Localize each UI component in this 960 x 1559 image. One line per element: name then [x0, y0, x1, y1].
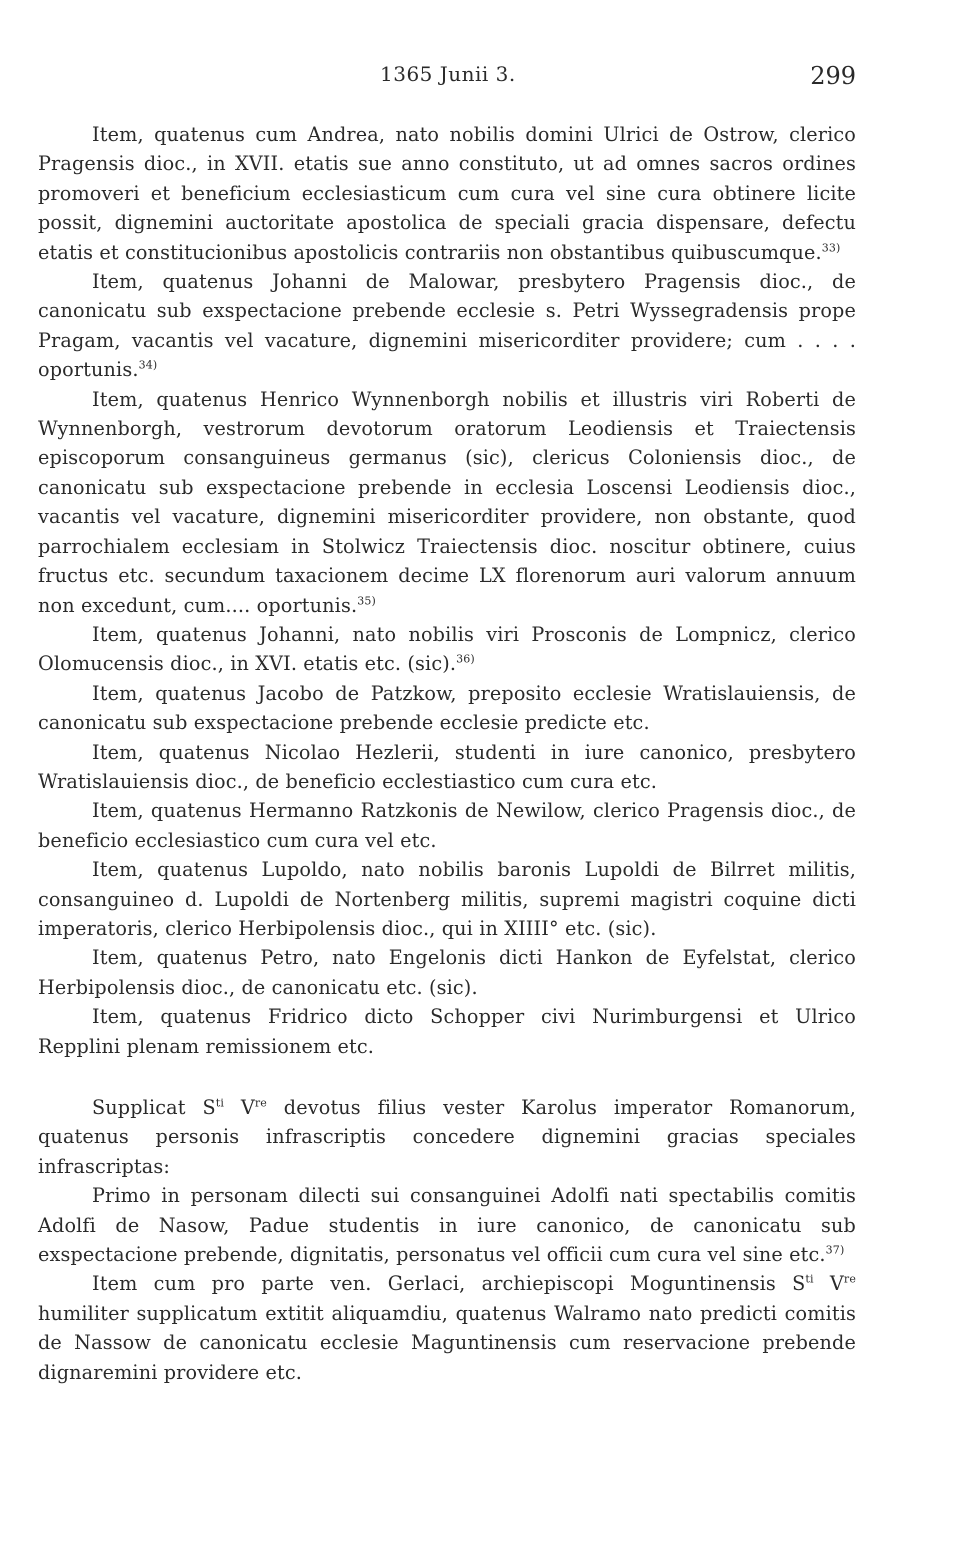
paragraph-12: Item cum pro parte ven. Gerlaci, archiepiscopi Moguntinensis $S^{ti}$ Vre humiliter supplicatum extitit aliquamdiu, quatenus Walramo nato predicti comitis de Nassow de canonicatu ecclesie Maguntinensis cum reservacione prebende dignaremini providere etc. [38, 1272, 856, 1384]
supplication-block [38, 1093, 856, 1387]
paragraph-2: Item, quatenus Johanni de Malowar, presbytero Pragensis dioc., de canonicatu sub exspectacione prebende ecclesie s. Petri Wyssegradensis prope Pragam, vacantis vel vacature, dignemini misericorditer providere; cum . . . . oportunis.$^{34)}$ [38, 270, 856, 382]
paragraph-10: Item, quatenus Fridrico dicto Schopper civi Nurimburgensi et Ulrico Repplini plenam remissionem etc. [38, 1005, 856, 1058]
paragraph-9: Item, quatenus Petro, nato Engelonis dicti Hankon de Eyfelstat, clerico Herbipolensis dioc., de canonicatu etc. (sic). [38, 946, 856, 999]
paragraph-7: Item, quatenus Hermanno Ratzkonis de Newilow, clerico Pragensis dioc., de beneficio ecclesiastico cum cura vel etc. [38, 799, 856, 852]
header-date: 1365 Junii 3. [380, 62, 516, 86]
paragraph-1: Item, quatenus cum Andrea, nato nobilis domini Ulrici de Ostrow, clerico Pragensis dioc., in XVII. etatis sue anno constituto, ut ad omnes sacros ordines promoveri et beneficium ecclesiasticum cum cura vel sine cura obtinere licite possit, dignemini auctoritate apostolica de speciali gracia dispensare, defectu etatis et constitucionibus apostolicis contrariis non obstantibus quibuscumque.$^{33)}$ [38, 123, 856, 264]
paragraph-8: Item, quatenus Lupoldo, nato nobilis baronis Lupoldi de Bilrret militis, consanguineo d. Lupoldi de Nortenberg militis, supremi magistri coquine dicti imperatoris, clerico Herbipolensis dioc., qui in XIIII° etc. (sic). [38, 858, 856, 940]
paragraph-6: Item, quatenus Nicolao Hezlerii, studenti in iure canonico, presbytero Wratislauiensis dioc., de beneficio ecclestiastico cum cura etc. [38, 740, 856, 793]
page-number: 299 [810, 62, 856, 90]
running-head [38, 58, 856, 98]
supplication-paragraph: Supplicat $S^{ti}$ Vre devotus filius vester Karolus imperator Romanorum, quatenus personis infrascriptis concedere dignemini gracias speciales infrascriptas: [38, 1096, 857, 1178]
document-page [38, 58, 856, 1387]
footnote-ref-37: 37) [825, 1243, 845, 1257]
entries-block [38, 120, 856, 1061]
paragraph-4: Item, quatenus Johanni, nato nobilis viri Prosconis de Lompnicz, clerico Olomucensis dioc., in XVI. etatis etc. (sic).$^{36)}$ [38, 622, 856, 676]
footnote-ref-33: 33) [821, 241, 841, 255]
paragraph-3: Item, quatenus Henrico Wynnenborgh nobilis et illustris viri Roberti de Wynnenborgh, vestrorum devotorum oratorum Leodiensis et Traiectensis episcoporum consanguineus germanus (sic), clericus Coloniensis dioc., de canonicatu sub exspectacione prebende in ecclesia Loscensi Leodiensis dioc., vacantis vel vacature, dignemini misericorditer providere, non obstante, quod parrochialem ecclesiam in Stolwicz Traiectensis dioc. noscitur obtinere, cuius fructus etc. secundum taxacionem decime LX florenorum auri valorum annuum non excedunt, cum.... oportunis.$^{35)}$ [38, 387, 856, 617]
paragraph-5: Item, quatenus Jacobo de Patzkow, preposito ecclesie Wratislauiensis, de canonicatu sub exspectacione prebende ecclesie predicte etc. [38, 681, 856, 735]
footnote-ref-36: 36) [456, 652, 475, 666]
paragraph-11: Primo in personam dilecti sui consanguinei Adolfi nati spectabilis comitis Adolfi de Nasow, Padue studentis in iure canonico, de canonicatu sub exspectacione prebende, dignitatis, personatus vel officii cum cura vel sine etc.$^{37)}$ [38, 1184, 856, 1267]
footnote-ref-35: 35) [357, 594, 376, 608]
footnote-ref-34: 34) [138, 358, 158, 372]
